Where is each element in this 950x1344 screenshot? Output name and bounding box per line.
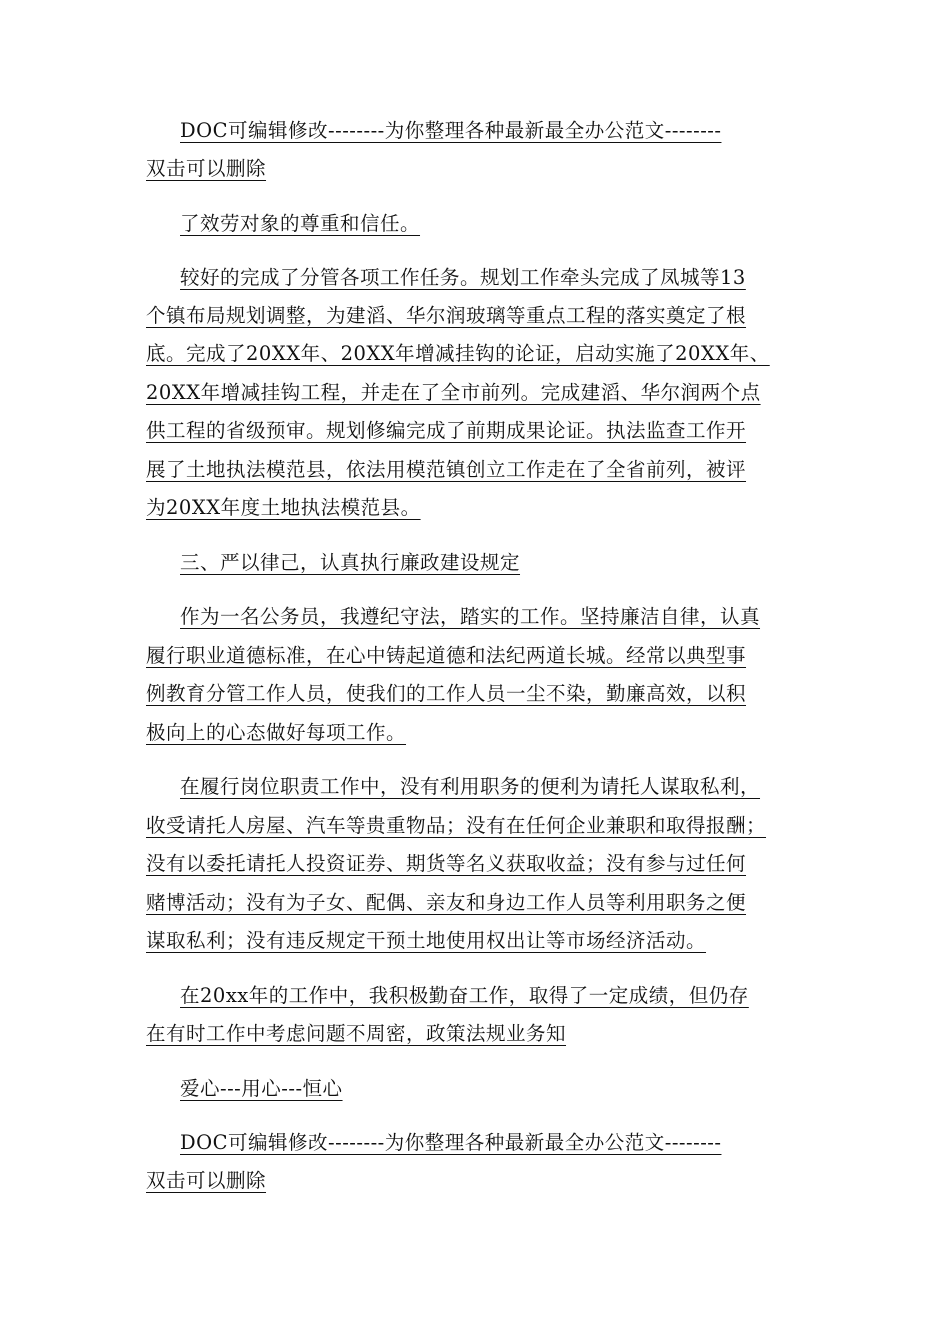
paragraph-line: 没有以委托请托人投资证券、期货等名义获取收益；没有参与过任何 bbox=[146, 852, 747, 875]
paragraph-line: 在履行岗位职责工作中，没有利用职务的便利为请托人谋取私利， bbox=[180, 775, 761, 798]
paragraph-line: 供工程的省级预审。规划修编完成了前期成果论证。执法监查工作开 bbox=[146, 419, 747, 442]
paragraph-line: 为20XX年度土地执法模范县。 bbox=[146, 496, 421, 519]
header-notice: DOC可编辑修改--------为你整理各种最新最全办公范文-------- bbox=[180, 119, 722, 142]
footer-notice-continued: 双击可以删除 bbox=[146, 1169, 267, 1192]
paragraph-line: 收受请托人房屋、汽车等贵重物品；没有在任何企业兼职和取得报酬； bbox=[146, 814, 767, 837]
paragraph-line: 展了土地执法模范县，依法用模范镇创立工作走在了全省前列，被评 bbox=[146, 458, 747, 481]
paragraph-line: 底。完成了20XX年、20XX年增减挂钩的论证，启动实施了20XX年、 bbox=[146, 342, 770, 365]
paragraph-line: 极向上的心态做好每项工作。 bbox=[146, 721, 407, 744]
paragraph-line: 作为一名公务员，我遵纪守法，踏实的工作。坚持廉洁自律，认真 bbox=[180, 605, 761, 628]
paragraph-line: 20XX年增减挂钩工程，并走在了全市前列。完成建滔、华尔润两个点 bbox=[146, 381, 761, 404]
paragraph-line: 在20xx年的工作中，我积极勤奋工作，取得了一定成绩，但仍存 bbox=[180, 984, 749, 1007]
header-notice-continued: 双击可以删除 bbox=[146, 157, 267, 180]
paragraph-line: 例教育分管工作人员，使我们的工作人员一尘不染，勤廉高效，以积 bbox=[146, 682, 747, 705]
paragraph-line: 谋取私利；没有违反规定干预土地使用权出让等市场经济活动。 bbox=[146, 929, 707, 952]
section-heading: 三、严以律己，认真执行廉政建设规定 bbox=[180, 551, 521, 574]
paragraph-line: 赌博活动；没有为子女、配偶、亲友和身边工作人员等利用职务之便 bbox=[146, 891, 747, 914]
motto-line: 爱心---用心---恒心 bbox=[180, 1077, 343, 1100]
paragraph-line: 在有时工作中考虑问题不周密，政策法规业务知 bbox=[146, 1022, 567, 1045]
paragraph-line: 较好的完成了分管各项工作任务。规划工作牵头完成了凤城等13 bbox=[180, 266, 746, 289]
paragraph-line: 履行职业道德标准，在心中铸起道德和法纪两道长城。经常以典型事 bbox=[146, 644, 747, 667]
paragraph-line: 了效劳对象的尊重和信任。 bbox=[180, 212, 421, 235]
paragraph-line: 个镇布局规划调整，为建滔、华尔润玻璃等重点工程的落实奠定了根 bbox=[146, 304, 747, 327]
footer-notice: DOC可编辑修改--------为你整理各种最新最全办公范文-------- bbox=[180, 1131, 722, 1154]
